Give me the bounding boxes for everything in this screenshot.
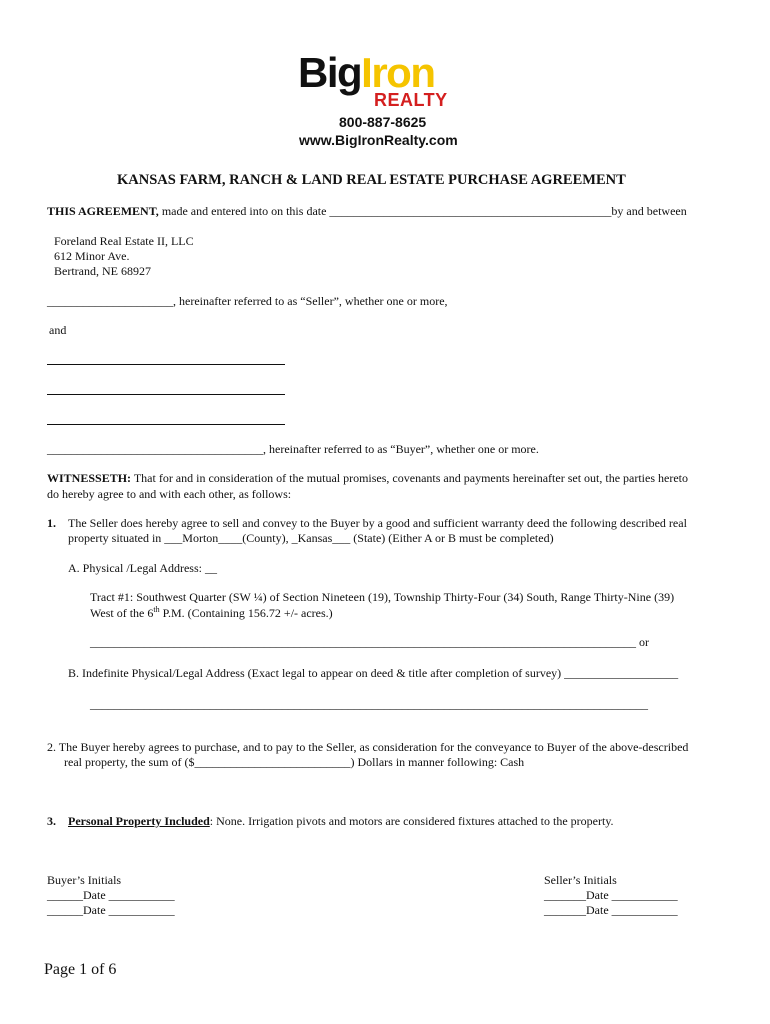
agreement-intro-bold: THIS AGREEMENT, bbox=[47, 204, 159, 218]
seller-initials-title: Seller’s Initials bbox=[544, 873, 617, 887]
tract-line-2-post: P.M. (Containing 156.72 +/- acres.) bbox=[159, 606, 333, 620]
option-b-label: B. Indefinite Physical/Legal Address (Exact legal to appear on deed & title after completion of survey) ___________________ bbox=[68, 666, 679, 680]
buyer-initials-title: Buyer’s Initials bbox=[47, 873, 122, 887]
logo-big: Big bbox=[298, 49, 362, 96]
bigiron-realty-logo bbox=[298, 49, 476, 112]
witnesseth-line-2: do hereby agree to and with each other, as follows: bbox=[47, 487, 292, 501]
option-b-blank: _____________________________________________________________________________________________ bbox=[90, 697, 648, 711]
section-3-number: 3. bbox=[47, 814, 56, 828]
tract-description-line-2 bbox=[90, 605, 333, 621]
and-label: and bbox=[49, 323, 67, 337]
witnesseth-line-1 bbox=[47, 471, 688, 486]
agreement-intro bbox=[47, 204, 687, 219]
tract-line-2-pre: West of the 6 bbox=[90, 606, 154, 620]
buyer-initials-date-2: ______Date ___________ bbox=[47, 903, 175, 917]
logo-iron: Iron bbox=[361, 49, 435, 96]
section-3 bbox=[47, 814, 614, 829]
page-number: Page 1 of 6 bbox=[44, 961, 117, 978]
buyer-blank-line-1 bbox=[47, 364, 285, 365]
phone-number: 800-887-8625 bbox=[339, 114, 427, 130]
seller-address-line-1: Foreland Real Estate II, LLC bbox=[54, 234, 194, 248]
seller-initials-date-2: _______Date ___________ bbox=[544, 903, 678, 917]
seller-initials-date-1: _______Date ___________ bbox=[544, 888, 678, 902]
buyer-initials-date-1: ______Date ___________ bbox=[47, 888, 175, 902]
section-1-line-2: property situated in ___Morton____(County), _Kansas___ (State) (Either A or B must be completed) bbox=[68, 531, 554, 545]
seller-address-line-2: 612 Minor Ave. bbox=[54, 249, 130, 263]
seller-line: _____________________, hereinafter referred to as “Seller”, whether one or more, bbox=[47, 294, 448, 308]
personal-property-label: Personal Property Included bbox=[68, 814, 210, 828]
tract-line-2-sup: th bbox=[153, 605, 160, 614]
logo-realty: REALTY bbox=[374, 90, 448, 110]
buyer-line: ____________________________________, hereinafter referred to as “Buyer”, whether one or more. bbox=[47, 442, 539, 456]
document-title: KANSAS FARM, RANCH & LAND REAL ESTATE PURCHASE AGREEMENT bbox=[117, 172, 626, 188]
section-1-line-1: The Seller does hereby agree to sell and convey to the Buyer by a good and sufficient warranty deed the following described real bbox=[68, 516, 687, 530]
witnesseth-label: WITNESSETH: bbox=[47, 471, 132, 485]
section-1-number: 1. bbox=[47, 516, 56, 530]
option-a-blank: ___________________________________________________________________________________________ or bbox=[90, 635, 649, 649]
section-2-line-2: real property, the sum of ($__________________________) Dollars in manner following: Cash bbox=[64, 755, 525, 769]
witnesseth-text: That for and in consideration of the mutual promises, covenants and payments hereinafter set out, the parties hereto bbox=[133, 471, 688, 485]
seller-address-line-3: Bertrand, NE 68927 bbox=[54, 264, 151, 278]
section-2-line-1: 2. The Buyer hereby agrees to purchase, and to pay to the Seller, as consideration for the conveyance to Buyer of the above-described bbox=[47, 740, 689, 754]
logo-wordmark bbox=[298, 49, 435, 96]
option-a-label: A. Physical /Legal Address: __ bbox=[68, 561, 217, 575]
buyer-blank-line-3 bbox=[47, 424, 285, 425]
buyer-blank-line-2 bbox=[47, 394, 285, 395]
agreement-intro-text: made and entered into on this date _______________________________________________by and between bbox=[161, 204, 687, 218]
website: www.BigIronRealty.com bbox=[299, 132, 458, 148]
section-3-text: : None. Irrigation pivots and motors are considered fixtures attached to the property. bbox=[209, 814, 614, 828]
tract-description-line-1: Tract #1: Southwest Quarter (SW ¼) of Section Nineteen (19), Township Thirty-Four (34) South, Range Thirty-Nine (39) bbox=[90, 590, 675, 604]
